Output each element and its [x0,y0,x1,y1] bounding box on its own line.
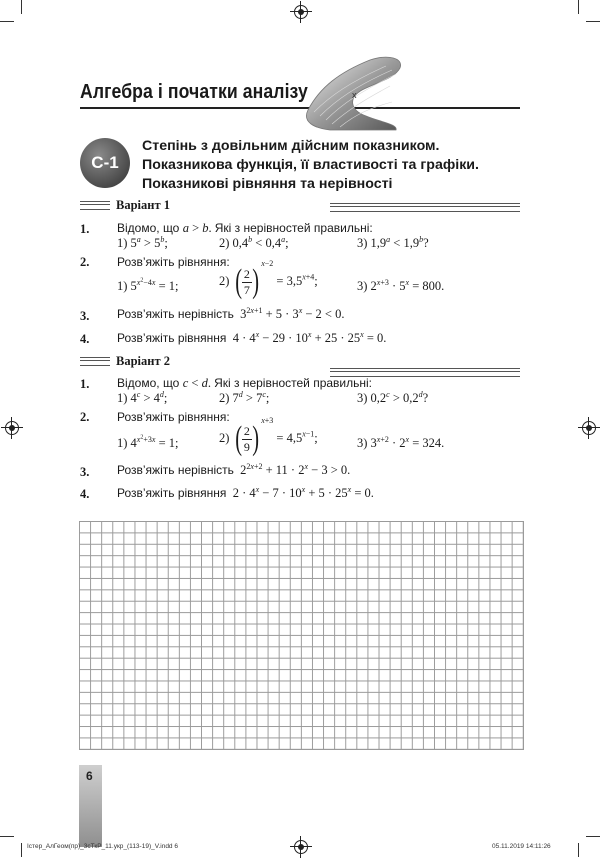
topic-line: Показникова функція, її властивості та графіки. [142,157,479,173]
task-option: 3) $3^{x+2} \cdot 2^x = 324$. [357,434,445,450]
task-statement: Розв’яжіть нерівність $2^{2x+2} + 11 \cdot 2^x - 3 > 0$. [117,461,351,477]
task-statement: Відомо, що c < d. Які з нерівностей правильні: [117,376,373,390]
task-option: 1) $4^c > 4^d$; [117,389,168,405]
crop-mark [586,21,600,22]
registration-mark-icon [294,840,308,854]
variant-lines-icon [80,357,110,366]
crop-mark [0,21,14,22]
task-option: 3) 0,2$^c$ > 0,2$^d$? [357,389,429,405]
task-option: 2) ( $\frac{2}{9}$ ) $^{x+3} = 4,5^{x-1}$; [219,415,318,457]
task-number: 2. [80,255,90,269]
task-number: 3. [80,309,90,323]
registration-mark-icon [294,5,308,19]
registration-mark-icon [5,421,19,435]
svg-text:x: x [352,90,357,100]
task-statement: Розв’яжіть рівняння: [117,255,230,269]
crop-mark [578,0,579,14]
task-number: 1. [80,377,90,391]
topic-block [142,137,479,194]
hyperboloid-illustration [300,52,410,132]
task-statement: Розв’яжіть нерівність $3^{2x+1} + 5 \cdot 3^x - 2 < 0$. [117,305,345,321]
variant-rule [330,203,520,212]
variant-label: Варіант 2 [116,354,170,368]
answer-grid[interactable] [79,521,524,750]
variant-lines-icon [80,201,110,210]
task-statement: Розв’яжіть рівняння $2 \cdot 4^x - 7 \cdot 10^x + 5 \cdot 25^x = 0$. [117,484,374,500]
task-number: 2. [80,410,90,424]
task-statement: Відомо, що a > b. Які з нерівностей правильні: [117,221,373,235]
crop-mark [21,843,22,857]
task-number: 3. [80,465,90,479]
task-number: 4. [80,487,90,501]
footer-timestamp: 05.11.2019 14:11:26 [492,843,551,850]
topic-line: Показникові рівняння та нерівності [142,176,393,192]
variant-label: Варіант 1 [116,198,170,212]
task-option: 1) $5^{x^2-4x} = 1$; [117,277,179,293]
variant-2-heading [80,354,170,369]
footer-file-info: Істер_АлГеом(пр)_3сТкР_11.укр_(113-19)_V.indd 6 [27,843,178,850]
badge-c1: С-1 [80,138,130,188]
task-number: 4. [80,332,90,346]
crop-mark [578,843,579,857]
section-title: Алгебра і початки аналізу [80,80,308,103]
task-option: 3) 1,9$^a$ < 1,9$^b$? [357,234,429,250]
task-option: 1) $5^a > 5^b$; [117,234,168,250]
task-statement: Розв’яжіть рівняння: [117,410,230,424]
crop-mark [21,0,22,14]
task-option: 2) ( $\frac{2}{7}$ ) $^{x-2} = 3,5^{x+4}$; [219,258,318,300]
task-number: 1. [80,222,90,236]
task-option: 1) $4^{x^2+3x} = 1$; [117,434,179,450]
task-option: 2) $7^d > 7^c$; [219,389,270,405]
task-option: 3) $2^{x+3} \cdot 5^x = 800$. [357,277,445,293]
topic-line: Степінь з довільним дійсним показником. [142,138,440,154]
registration-mark-icon [582,421,596,435]
task-statement: Розв’яжіть рівняння $4 \cdot 4^x - 29 \cdot 10^x + 25 \cdot 25^x = 0$. [117,329,387,345]
task-option: 2) 0,4$^b$ < 0,4$^a$; [219,234,289,250]
crop-mark [0,836,14,837]
crop-mark [586,836,600,837]
variant-1-heading [80,198,170,213]
page-number: 6 [86,769,93,783]
